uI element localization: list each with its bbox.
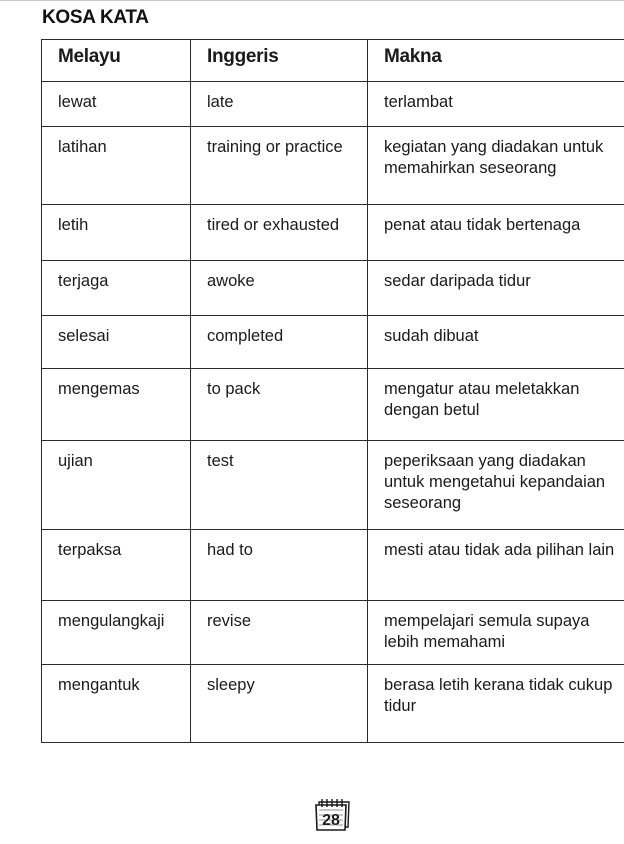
cell-makna: berasa letih kerana tidak cukup tidur [368, 665, 624, 743]
cell-makna: terlambat [368, 82, 624, 127]
cell-makna: sudah dibuat [368, 316, 624, 369]
cell-makna: peperiksaan yang diadakan untuk mengetahui kepandaian seseorang [368, 441, 624, 530]
cell-melayu: latihan [42, 127, 191, 205]
cell-melayu: mengulangkaji [42, 601, 191, 665]
table-header-row [42, 40, 624, 82]
cell-inggeris: test [191, 441, 368, 530]
cell-melayu: mengemas [42, 369, 191, 441]
cell-inggeris: to pack [191, 369, 368, 441]
cell-inggeris: revise [191, 601, 368, 665]
cell-melayu: mengantuk [42, 665, 191, 743]
cell-melayu: selesai [42, 316, 191, 369]
page-title: KOSA KATA [42, 7, 149, 28]
table-row [42, 82, 624, 127]
table-row [42, 261, 624, 316]
column-header-inggeris: Inggeris [191, 40, 368, 82]
cell-inggeris: late [191, 82, 368, 127]
cell-makna: penat atau tidak bertenaga [368, 205, 624, 261]
cell-inggeris: tired or exhausted [191, 205, 368, 261]
table-row [42, 205, 624, 261]
cell-melayu: ujian [42, 441, 191, 530]
cell-makna: mesti atau tidak ada pilihan lain [368, 530, 624, 601]
table-row [42, 530, 624, 601]
table-row [42, 665, 624, 743]
cell-melayu: terjaga [42, 261, 191, 316]
table-row [42, 316, 624, 369]
page-number: 28 [322, 812, 340, 829]
column-header-melayu: Melayu [42, 40, 191, 82]
cell-melayu: lewat [42, 82, 191, 127]
cell-inggeris: awoke [191, 261, 368, 316]
page-number-badge [313, 796, 353, 832]
vocabulary-table [41, 39, 624, 743]
cell-makna: kegiatan yang diadakan untuk memahirkan seseorang [368, 127, 624, 205]
cell-makna: mempelajari semula supaya lebih memahami [368, 601, 624, 665]
cell-melayu: letih [42, 205, 191, 261]
top-rule [0, 0, 624, 1]
cell-inggeris: had to [191, 530, 368, 601]
table-row [42, 601, 624, 665]
cell-makna: mengatur atau meletakkan dengan betul [368, 369, 624, 441]
table-row [42, 369, 624, 441]
cell-inggeris: sleepy [191, 665, 368, 743]
cell-melayu: terpaksa [42, 530, 191, 601]
table-row [42, 441, 624, 530]
cell-makna: sedar daripada tidur [368, 261, 624, 316]
cell-inggeris: completed [191, 316, 368, 369]
cell-inggeris: training or practice [191, 127, 368, 205]
column-header-makna: Makna [368, 40, 624, 82]
table-row [42, 127, 624, 205]
